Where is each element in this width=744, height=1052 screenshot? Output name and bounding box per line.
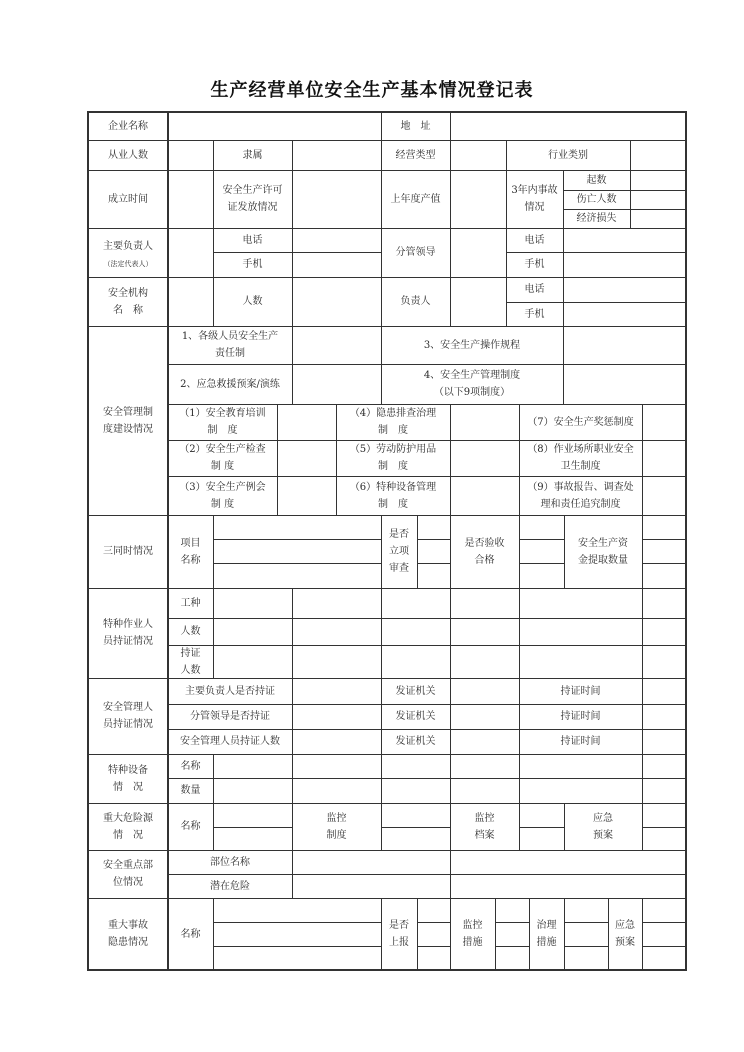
label-basic-employees: 从业人数 — [88, 140, 169, 171]
input-cell[interactable] — [495, 946, 530, 971]
label-hazard-name: 名称 — [168, 803, 214, 851]
label-hidden-monitor: 监控 措施 — [450, 898, 496, 971]
label-equip-rows-1: 数量 — [168, 778, 214, 804]
label-equip-rows-0: 名称 — [168, 754, 214, 779]
label-hidden-plan: 应急 预案 — [608, 898, 643, 971]
label-three-project: 项目 名称 — [168, 515, 214, 589]
input-cell[interactable] — [450, 112, 687, 141]
input-cell[interactable] — [642, 588, 687, 619]
label-leader-title: 主要负责人 — [103, 240, 153, 252]
input-cell[interactable] — [292, 754, 382, 779]
label-hidden-reported: 是否 上报 — [381, 898, 418, 971]
label-key-parts-title: 安全重点部 位情况 — [88, 850, 169, 899]
label-leader-phone: 电话 — [213, 228, 293, 253]
input-cell[interactable] — [292, 850, 451, 875]
input-cell[interactable] — [519, 803, 565, 828]
label-hidden-governance: 治理 措施 — [529, 898, 565, 971]
label-system-sub-6: （7）安全生产奖惩制度 — [519, 404, 643, 441]
input-cell[interactable] — [519, 754, 643, 779]
input-cell[interactable] — [213, 539, 382, 564]
input-cell[interactable] — [630, 190, 687, 210]
input-cell[interactable] — [168, 140, 214, 171]
label-leader-deputy: 分管领导 — [381, 228, 451, 278]
label-leader-deputy-phone: 电话 — [506, 228, 564, 253]
label-mgr-rows-1-time: 持证时间 — [519, 704, 643, 730]
input-cell[interactable] — [642, 827, 687, 851]
label-hazard-monitor-file: 监控 档案 — [450, 803, 520, 851]
input-cell[interactable] — [417, 946, 451, 971]
label-special-workers-rows-2: 持证 人数 — [168, 645, 214, 679]
input-cell[interactable] — [213, 588, 293, 619]
input-cell[interactable] — [450, 874, 687, 899]
input-cell[interactable] — [450, 645, 520, 679]
label-three-accepted: 是否验收 合格 — [450, 515, 520, 589]
label-three-title: 三同时情况 — [88, 515, 169, 589]
input-cell[interactable] — [519, 588, 643, 619]
label-hazard-monitor-system: 监控 制度 — [292, 803, 382, 851]
label-key-parts-potential-risk: 潜在危险 — [168, 874, 293, 899]
label-special-workers-rows-1: 人数 — [168, 618, 214, 646]
input-cell[interactable] — [168, 228, 214, 278]
input-cell[interactable] — [292, 252, 382, 278]
label-basic-license: 安全生产许可 证发放情况 — [213, 170, 293, 229]
label-basic-accident-count: 起数 — [563, 170, 631, 191]
input-cell[interactable] — [450, 228, 507, 278]
input-cell[interactable] — [213, 827, 293, 851]
label-org-headcount: 人数 — [213, 277, 293, 327]
label-system-items-2: 3、安全生产操作规程 — [381, 326, 564, 365]
input-cell[interactable] — [450, 678, 520, 705]
label-org-name: 安全机构 名 称 — [88, 277, 169, 327]
input-cell[interactable] — [417, 515, 451, 540]
label-equip-title: 特种设备 情 况 — [88, 754, 169, 804]
label-three-approved: 是否 立项 审查 — [381, 515, 418, 589]
input-cell[interactable] — [450, 754, 520, 779]
label-leader-mobile: 手机 — [213, 252, 293, 278]
input-cell[interactable] — [450, 704, 520, 730]
input-cell[interactable] — [292, 704, 382, 730]
label-hazard-plan: 应急 预案 — [564, 803, 643, 851]
input-cell[interactable] — [642, 618, 687, 646]
input-cell[interactable] — [292, 170, 382, 229]
input-cell[interactable] — [642, 754, 687, 779]
label-basic-affiliation: 隶属 — [213, 140, 293, 171]
label-basic-accidents-3y: 3年内事故 情况 — [506, 170, 564, 229]
input-cell[interactable] — [450, 588, 520, 619]
input-cell[interactable] — [381, 827, 451, 851]
label-hidden-title: 重大事故 隐患情况 — [88, 898, 169, 971]
input-cell[interactable] — [450, 140, 507, 171]
input-cell[interactable] — [519, 563, 565, 589]
input-cell[interactable] — [519, 827, 565, 851]
input-cell[interactable] — [563, 302, 687, 327]
label-three-funds: 安全生产资 金提取数量 — [564, 515, 643, 589]
input-cell[interactable] — [213, 618, 293, 646]
input-cell[interactable] — [563, 252, 687, 278]
label-system-sub-8: （9）事故报告、调查处 理和责任追究制度 — [519, 476, 643, 516]
input-cell[interactable] — [519, 618, 643, 646]
input-cell[interactable] — [450, 170, 507, 229]
label-system-sub-5: （6）特种设备管理 制 度 — [336, 476, 451, 516]
label-system-items-3: 4、安全生产管理制度 （以下9项制度） — [381, 364, 564, 405]
input-cell[interactable] — [642, 778, 687, 804]
input-cell[interactable] — [450, 618, 520, 646]
input-cell[interactable] — [450, 404, 520, 441]
label-system-title: 安全管理制 度建设情况 — [88, 326, 169, 516]
label-hazard-title: 重大危险源 情 况 — [88, 803, 169, 851]
label-system-sub-7: （8）作业场所职业安全 卫生制度 — [519, 440, 643, 477]
label-mgr-rows-2-issuer: 发证机关 — [381, 729, 451, 755]
label-basic-output-value: 上年度产值 — [381, 170, 451, 229]
input-cell[interactable] — [642, 678, 687, 705]
label-mgr-rows-0-label: 主要负责人是否持证 — [168, 678, 293, 705]
input-cell[interactable] — [642, 922, 687, 947]
input-cell[interactable] — [642, 404, 687, 441]
label-basic-casualties: 伤亡人数 — [563, 190, 631, 210]
input-cell[interactable] — [277, 440, 337, 477]
input-cell[interactable] — [292, 618, 382, 646]
input-cell[interactable] — [642, 563, 687, 589]
input-cell[interactable] — [213, 898, 382, 923]
input-cell[interactable] — [417, 922, 451, 947]
input-cell[interactable] — [213, 754, 293, 779]
input-cell[interactable] — [381, 754, 451, 779]
input-cell[interactable] — [630, 209, 687, 229]
input-cell[interactable] — [292, 588, 382, 619]
input-cell[interactable] — [450, 440, 520, 477]
input-cell[interactable] — [292, 326, 382, 365]
input-cell[interactable] — [450, 476, 520, 516]
input-cell[interactable] — [642, 729, 687, 755]
label-mgr-rows-2-label: 安全管理人员持证人数 — [168, 729, 293, 755]
label-mgr-rows-1-issuer: 发证机关 — [381, 704, 451, 730]
input-cell[interactable] — [213, 778, 293, 804]
label-hidden-name: 名称 — [168, 898, 214, 971]
input-cell[interactable] — [519, 778, 643, 804]
input-cell[interactable] — [417, 898, 451, 923]
input-cell[interactable] — [642, 539, 687, 564]
input-cell[interactable] — [642, 645, 687, 679]
label-mgr-title: 安全管理人 员持证情况 — [88, 678, 169, 755]
input-cell[interactable] — [519, 515, 565, 540]
input-cell[interactable] — [519, 645, 643, 679]
label-basic-economic-loss: 经济损失 — [563, 209, 631, 229]
table-divider — [167, 111, 169, 971]
label-system-items-1: 2、应急救援预案/演练 — [168, 364, 293, 405]
label-mgr-rows-0-time: 持证时间 — [519, 678, 643, 705]
input-cell[interactable] — [630, 170, 687, 191]
input-cell[interactable] — [564, 946, 609, 971]
label-key-parts-part-name: 部位名称 — [168, 850, 293, 875]
input-cell[interactable] — [563, 326, 687, 365]
label-system-sub-0: （1）安全教育培训 制 度 — [168, 404, 278, 441]
label-system-sub-1: （2）安全生产检查 制 度 — [168, 440, 278, 477]
input-cell[interactable] — [630, 140, 687, 171]
input-cell[interactable] — [168, 277, 214, 327]
input-cell[interactable] — [292, 228, 382, 253]
input-cell[interactable] — [292, 778, 382, 804]
input-cell[interactable] — [564, 922, 609, 947]
label-system-sub-2: （3）安全生产例会 制 度 — [168, 476, 278, 516]
input-cell[interactable] — [292, 364, 382, 405]
input-cell[interactable] — [213, 563, 382, 589]
label-special-workers-title: 特种作业人 员持证情况 — [88, 588, 169, 679]
label-leader-deputy-mobile: 手机 — [506, 252, 564, 278]
input-cell[interactable] — [563, 228, 687, 253]
input-cell[interactable] — [564, 898, 609, 923]
input-cell[interactable] — [213, 946, 382, 971]
label-leader-note: （法定代表人） — [103, 260, 153, 268]
input-cell[interactable] — [563, 364, 687, 405]
input-cell[interactable] — [277, 404, 337, 441]
input-cell[interactable] — [213, 803, 293, 828]
input-cell[interactable] — [495, 898, 530, 923]
label-org-mobile: 手机 — [506, 302, 564, 327]
input-cell[interactable] — [563, 277, 687, 303]
label-mgr-rows-2-time: 持证时间 — [519, 729, 643, 755]
input-cell[interactable] — [292, 277, 382, 327]
label-org-phone: 电话 — [506, 277, 564, 303]
input-cell[interactable] — [292, 874, 451, 899]
input-cell[interactable] — [417, 563, 451, 589]
input-cell[interactable] — [213, 645, 293, 679]
input-cell[interactable] — [642, 803, 687, 828]
input-cell[interactable] — [450, 850, 687, 875]
input-cell[interactable] — [381, 803, 451, 828]
input-cell[interactable] — [168, 170, 214, 229]
label-basic-established: 成立时间 — [88, 170, 169, 229]
input-cell[interactable] — [381, 618, 451, 646]
input-cell[interactable] — [381, 645, 451, 679]
input-cell[interactable] — [642, 946, 687, 971]
label-basic-address: 地 址 — [381, 112, 451, 141]
input-cell[interactable] — [381, 588, 451, 619]
input-cell[interactable] — [642, 476, 687, 516]
input-cell[interactable] — [642, 440, 687, 477]
input-cell[interactable] — [213, 922, 382, 947]
label-basic-business-type: 经营类型 — [381, 140, 451, 171]
input-cell[interactable] — [642, 898, 687, 923]
input-cell[interactable] — [168, 112, 382, 141]
input-cell[interactable] — [292, 729, 382, 755]
input-cell[interactable] — [495, 922, 530, 947]
input-cell[interactable] — [292, 645, 382, 679]
label-mgr-rows-0-issuer: 发证机关 — [381, 678, 451, 705]
label-basic-industry: 行业类别 — [506, 140, 631, 171]
input-cell[interactable] — [292, 678, 382, 705]
input-cell[interactable] — [642, 515, 687, 540]
label-system-items-0: 1、各级人员安全生产 责任制 — [168, 326, 293, 365]
input-cell[interactable] — [450, 778, 520, 804]
input-cell[interactable] — [417, 539, 451, 564]
form-title: 生产经营单位安全生产基本情况登记表 — [210, 80, 534, 101]
label-system-sub-3: （4）隐患排查治理 制 度 — [336, 404, 451, 441]
input-cell[interactable] — [519, 539, 565, 564]
input-cell[interactable] — [277, 476, 337, 516]
label-mgr-rows-1-label: 分管领导是否持证 — [168, 704, 293, 730]
label-basic-company-name: 企业名称 — [88, 112, 169, 141]
input-cell[interactable] — [450, 277, 507, 327]
label-org-head: 负责人 — [381, 277, 451, 327]
label-system-sub-4: （5）劳动防护用品 制 度 — [336, 440, 451, 477]
label-special-workers-rows-0: 工种 — [168, 588, 214, 619]
input-cell[interactable] — [213, 515, 382, 540]
input-cell[interactable] — [292, 140, 382, 171]
input-cell[interactable] — [381, 778, 451, 804]
input-cell[interactable] — [642, 704, 687, 730]
input-cell[interactable] — [450, 729, 520, 755]
